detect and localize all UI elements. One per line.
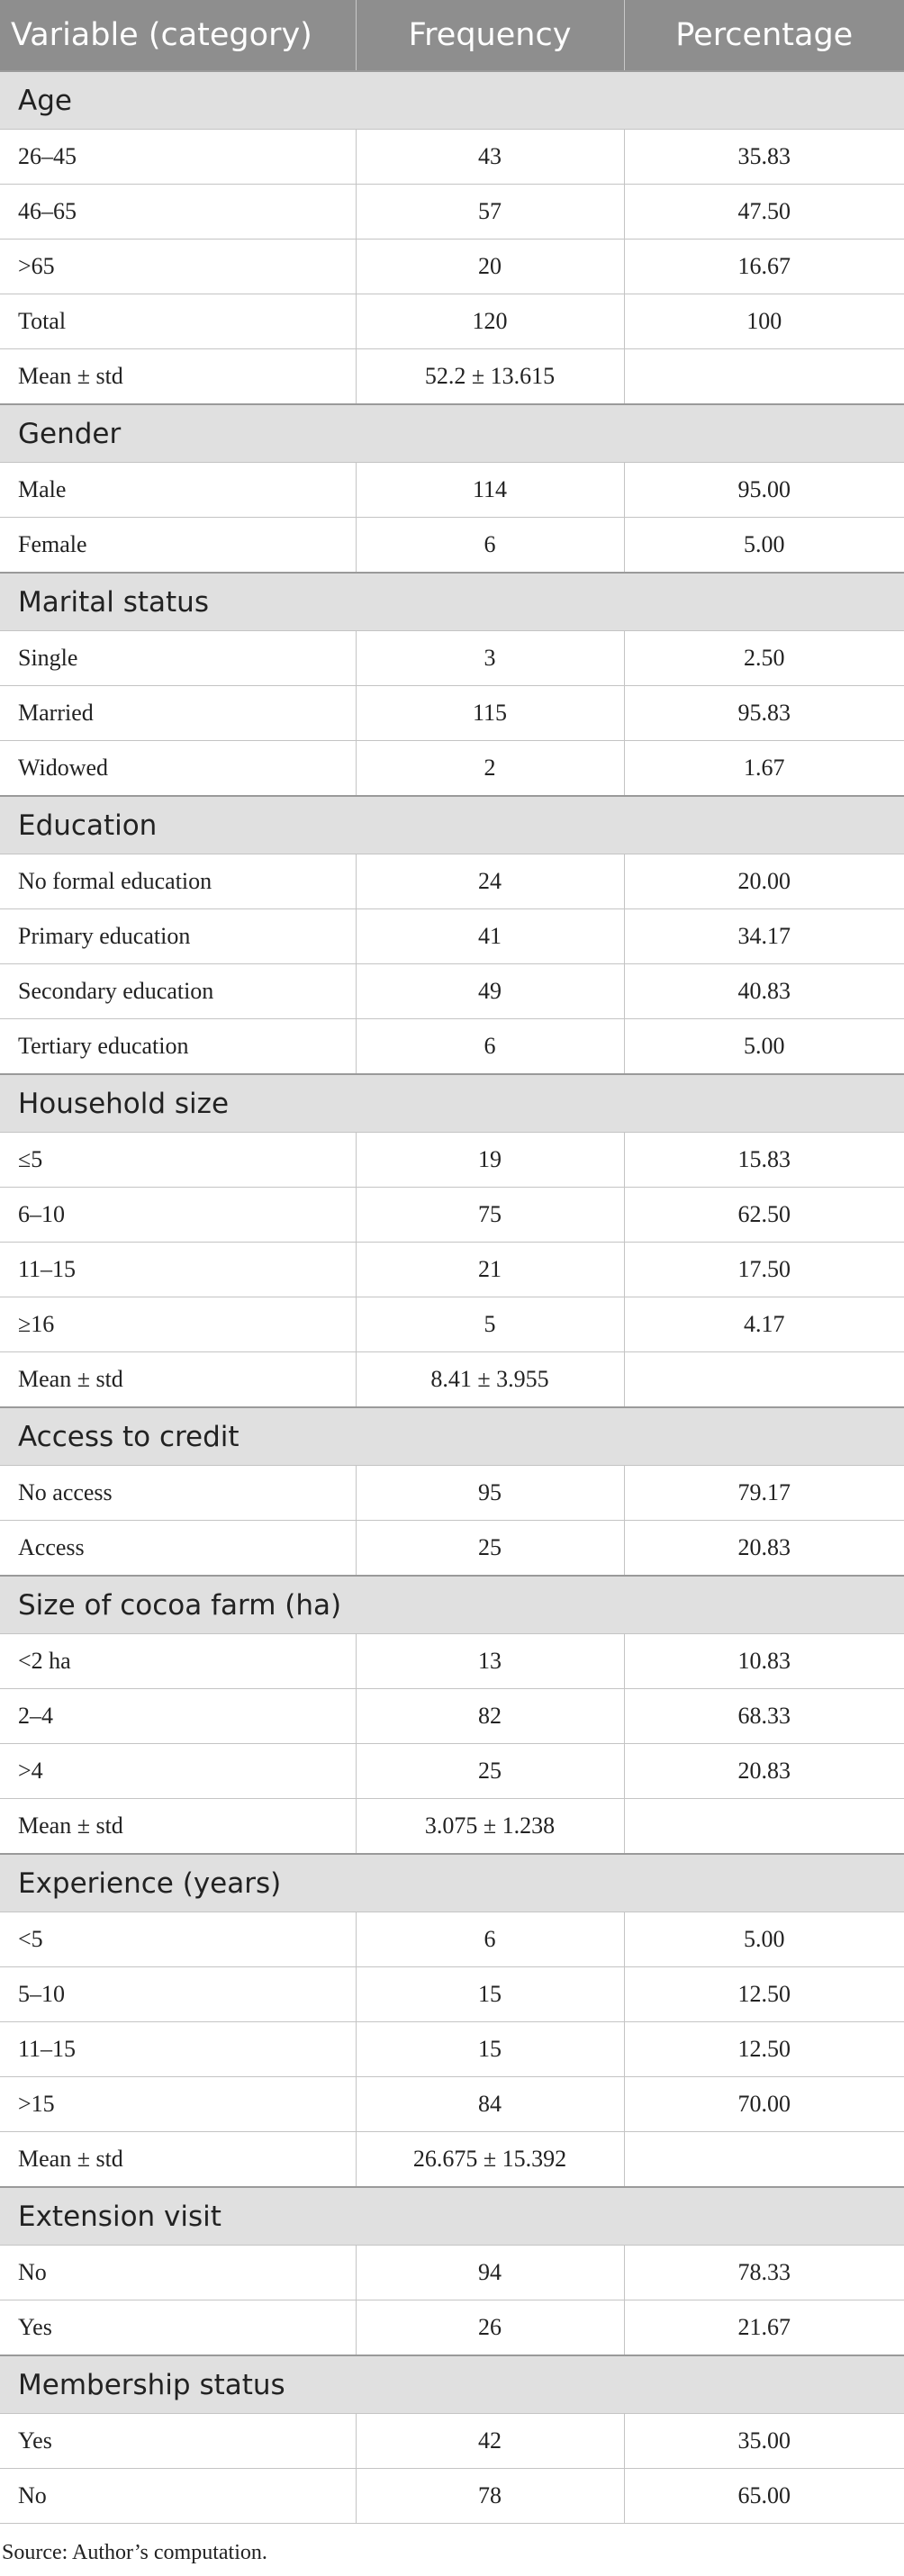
cell-variable: Mean ± std xyxy=(0,2132,356,2188)
cell-variable: Tertiary education xyxy=(0,1019,356,1075)
header-variable: Variable (category) xyxy=(0,0,356,71)
cell-frequency: 24 xyxy=(356,854,624,909)
table-row xyxy=(0,1912,904,1967)
table-row xyxy=(0,631,904,686)
table-row xyxy=(0,240,904,294)
cell-percentage xyxy=(624,349,904,405)
cell-frequency: 84 xyxy=(356,2077,624,2132)
category-title: Access to credit xyxy=(0,1407,904,1466)
cell-frequency: 6 xyxy=(356,1019,624,1075)
table-row xyxy=(0,2022,904,2077)
table-row xyxy=(0,1133,904,1188)
cell-percentage xyxy=(624,1799,904,1855)
cell-frequency: 82 xyxy=(356,1689,624,1744)
cell-variable: <5 xyxy=(0,1912,356,1967)
cell-frequency: 6 xyxy=(356,518,624,574)
cell-percentage xyxy=(624,2132,904,2188)
cell-variable: 6–10 xyxy=(0,1188,356,1243)
cell-percentage: 5.00 xyxy=(624,1912,904,1967)
cell-variable: Mean ± std xyxy=(0,349,356,405)
table-row xyxy=(0,1799,904,1855)
table-row xyxy=(0,2469,904,2524)
cell-percentage: 15.83 xyxy=(624,1133,904,1188)
cell-variable: Widowed xyxy=(0,741,356,797)
table-row xyxy=(0,909,904,964)
cell-frequency: 13 xyxy=(356,1634,624,1689)
cell-variable: >4 xyxy=(0,1744,356,1799)
table-row xyxy=(0,518,904,574)
cell-variable: 11–15 xyxy=(0,1243,356,1297)
table-row xyxy=(0,1744,904,1799)
cell-variable: ≥16 xyxy=(0,1297,356,1352)
category-row xyxy=(0,2355,904,2414)
cell-percentage: 68.33 xyxy=(624,1689,904,1744)
table-row xyxy=(0,185,904,240)
cell-variable: Secondary education xyxy=(0,964,356,1019)
cell-frequency: 25 xyxy=(356,1744,624,1799)
category-title: Education xyxy=(0,796,904,854)
cell-frequency: 115 xyxy=(356,686,624,741)
table-row xyxy=(0,1188,904,1243)
cell-variable: No formal education xyxy=(0,854,356,909)
category-title: Extension visit xyxy=(0,2187,904,2246)
cell-variable: Access xyxy=(0,1521,356,1577)
cell-frequency: 94 xyxy=(356,2246,624,2300)
cell-frequency: 114 xyxy=(356,463,624,518)
cell-percentage: 17.50 xyxy=(624,1243,904,1297)
cell-variable: Single xyxy=(0,631,356,686)
cell-variable: Married xyxy=(0,686,356,741)
cell-variable: Mean ± std xyxy=(0,1799,356,1855)
cell-percentage: 5.00 xyxy=(624,1019,904,1075)
table-row xyxy=(0,741,904,797)
cell-percentage: 20.00 xyxy=(624,854,904,909)
cell-percentage: 21.67 xyxy=(624,2300,904,2356)
cell-percentage: 12.50 xyxy=(624,2022,904,2077)
table-row xyxy=(0,1243,904,1297)
cell-variable: >15 xyxy=(0,2077,356,2132)
cell-frequency: 8.41 ± 3.955 xyxy=(356,1352,624,1408)
cell-frequency: 43 xyxy=(356,130,624,185)
cell-percentage: 47.50 xyxy=(624,185,904,240)
table-row xyxy=(0,1352,904,1408)
cell-variable: Primary education xyxy=(0,909,356,964)
source-note: Source: Author’s computation. xyxy=(2,2541,267,2564)
cell-percentage: 40.83 xyxy=(624,964,904,1019)
cell-variable: 5–10 xyxy=(0,1967,356,2022)
cell-variable: <2 ha xyxy=(0,1634,356,1689)
table-row xyxy=(0,1689,904,1744)
category-title: Gender xyxy=(0,404,904,463)
header-frequency: Frequency xyxy=(356,0,624,71)
cell-percentage: 5.00 xyxy=(624,518,904,574)
table-row xyxy=(0,463,904,518)
cell-variable: Total xyxy=(0,294,356,349)
cell-percentage: 65.00 xyxy=(624,2469,904,2524)
table-row xyxy=(0,686,904,741)
cell-variable: 2–4 xyxy=(0,1689,356,1744)
cell-frequency: 5 xyxy=(356,1297,624,1352)
table-row xyxy=(0,1634,904,1689)
category-row xyxy=(0,1074,904,1133)
cell-variable: Female xyxy=(0,518,356,574)
cell-percentage: 70.00 xyxy=(624,2077,904,2132)
cell-variable: Mean ± std xyxy=(0,1352,356,1408)
table-row xyxy=(0,130,904,185)
cell-percentage: 20.83 xyxy=(624,1521,904,1577)
cell-frequency: 41 xyxy=(356,909,624,964)
cell-frequency: 3.075 ± 1.238 xyxy=(356,1799,624,1855)
cell-percentage: 20.83 xyxy=(624,1744,904,1799)
table-row xyxy=(0,1466,904,1521)
category-row xyxy=(0,1407,904,1466)
category-row xyxy=(0,404,904,463)
cell-frequency: 42 xyxy=(356,2414,624,2469)
category-row xyxy=(0,796,904,854)
cell-frequency: 52.2 ± 13.615 xyxy=(356,349,624,405)
cell-percentage: 4.17 xyxy=(624,1297,904,1352)
cell-percentage: 100 xyxy=(624,294,904,349)
table-row xyxy=(0,1521,904,1577)
cell-percentage: 34.17 xyxy=(624,909,904,964)
category-row xyxy=(0,2187,904,2246)
cell-variable: No xyxy=(0,2469,356,2524)
cell-frequency: 26 xyxy=(356,2300,624,2356)
cell-percentage: 1.67 xyxy=(624,741,904,797)
table-row xyxy=(0,2077,904,2132)
table-row xyxy=(0,294,904,349)
cell-frequency: 6 xyxy=(356,1912,624,1967)
cell-frequency: 95 xyxy=(356,1466,624,1521)
cell-frequency: 26.675 ± 15.392 xyxy=(356,2132,624,2188)
cell-frequency: 49 xyxy=(356,964,624,1019)
category-row xyxy=(0,573,904,631)
table-row xyxy=(0,1967,904,2022)
cell-variable: >65 xyxy=(0,240,356,294)
table-row xyxy=(0,854,904,909)
category-title: Age xyxy=(0,71,904,130)
table-row xyxy=(0,349,904,405)
cell-frequency: 2 xyxy=(356,741,624,797)
category-title: Household size xyxy=(0,1074,904,1133)
cell-percentage: 10.83 xyxy=(624,1634,904,1689)
cell-percentage: 35.00 xyxy=(624,2414,904,2469)
category-title: Membership status xyxy=(0,2355,904,2414)
table-row xyxy=(0,2300,904,2356)
cell-percentage: 78.33 xyxy=(624,2246,904,2300)
cell-frequency: 20 xyxy=(356,240,624,294)
cell-variable: ≤5 xyxy=(0,1133,356,1188)
category-title: Marital status xyxy=(0,573,904,631)
cell-percentage: 79.17 xyxy=(624,1466,904,1521)
cell-frequency: 19 xyxy=(356,1133,624,1188)
cell-percentage: 95.83 xyxy=(624,686,904,741)
category-title: Experience (years) xyxy=(0,1854,904,1912)
table-row xyxy=(0,1297,904,1352)
cell-variable: 46–65 xyxy=(0,185,356,240)
category-row xyxy=(0,1576,904,1634)
cell-frequency: 15 xyxy=(356,2022,624,2077)
table-row xyxy=(0,2132,904,2188)
cell-variable: 26–45 xyxy=(0,130,356,185)
cell-frequency: 3 xyxy=(356,631,624,686)
table-row xyxy=(0,2414,904,2469)
cell-frequency: 25 xyxy=(356,1521,624,1577)
table-row xyxy=(0,1019,904,1075)
cell-percentage: 62.50 xyxy=(624,1188,904,1243)
cell-frequency: 57 xyxy=(356,185,624,240)
cell-variable: Male xyxy=(0,463,356,518)
cell-percentage xyxy=(624,1352,904,1408)
cell-variable: Yes xyxy=(0,2300,356,2356)
cell-percentage: 95.00 xyxy=(624,463,904,518)
cell-variable: 11–15 xyxy=(0,2022,356,2077)
cell-frequency: 15 xyxy=(356,1967,624,2022)
table-header-row xyxy=(0,0,904,71)
cell-frequency: 78 xyxy=(356,2469,624,2524)
cell-frequency: 21 xyxy=(356,1243,624,1297)
cell-frequency: 75 xyxy=(356,1188,624,1243)
cell-frequency: 120 xyxy=(356,294,624,349)
category-title: Size of cocoa farm (ha) xyxy=(0,1576,904,1634)
table-body xyxy=(0,71,904,2524)
table-row xyxy=(0,964,904,1019)
table-row xyxy=(0,2246,904,2300)
cell-variable: No xyxy=(0,2246,356,2300)
cell-percentage: 2.50 xyxy=(624,631,904,686)
cell-percentage: 12.50 xyxy=(624,1967,904,2022)
cell-variable: Yes xyxy=(0,2414,356,2469)
category-row xyxy=(0,1854,904,1912)
category-row xyxy=(0,71,904,130)
cell-percentage: 35.83 xyxy=(624,130,904,185)
cell-percentage: 16.67 xyxy=(624,240,904,294)
cell-variable: No access xyxy=(0,1466,356,1521)
header-percentage: Percentage xyxy=(624,0,904,71)
